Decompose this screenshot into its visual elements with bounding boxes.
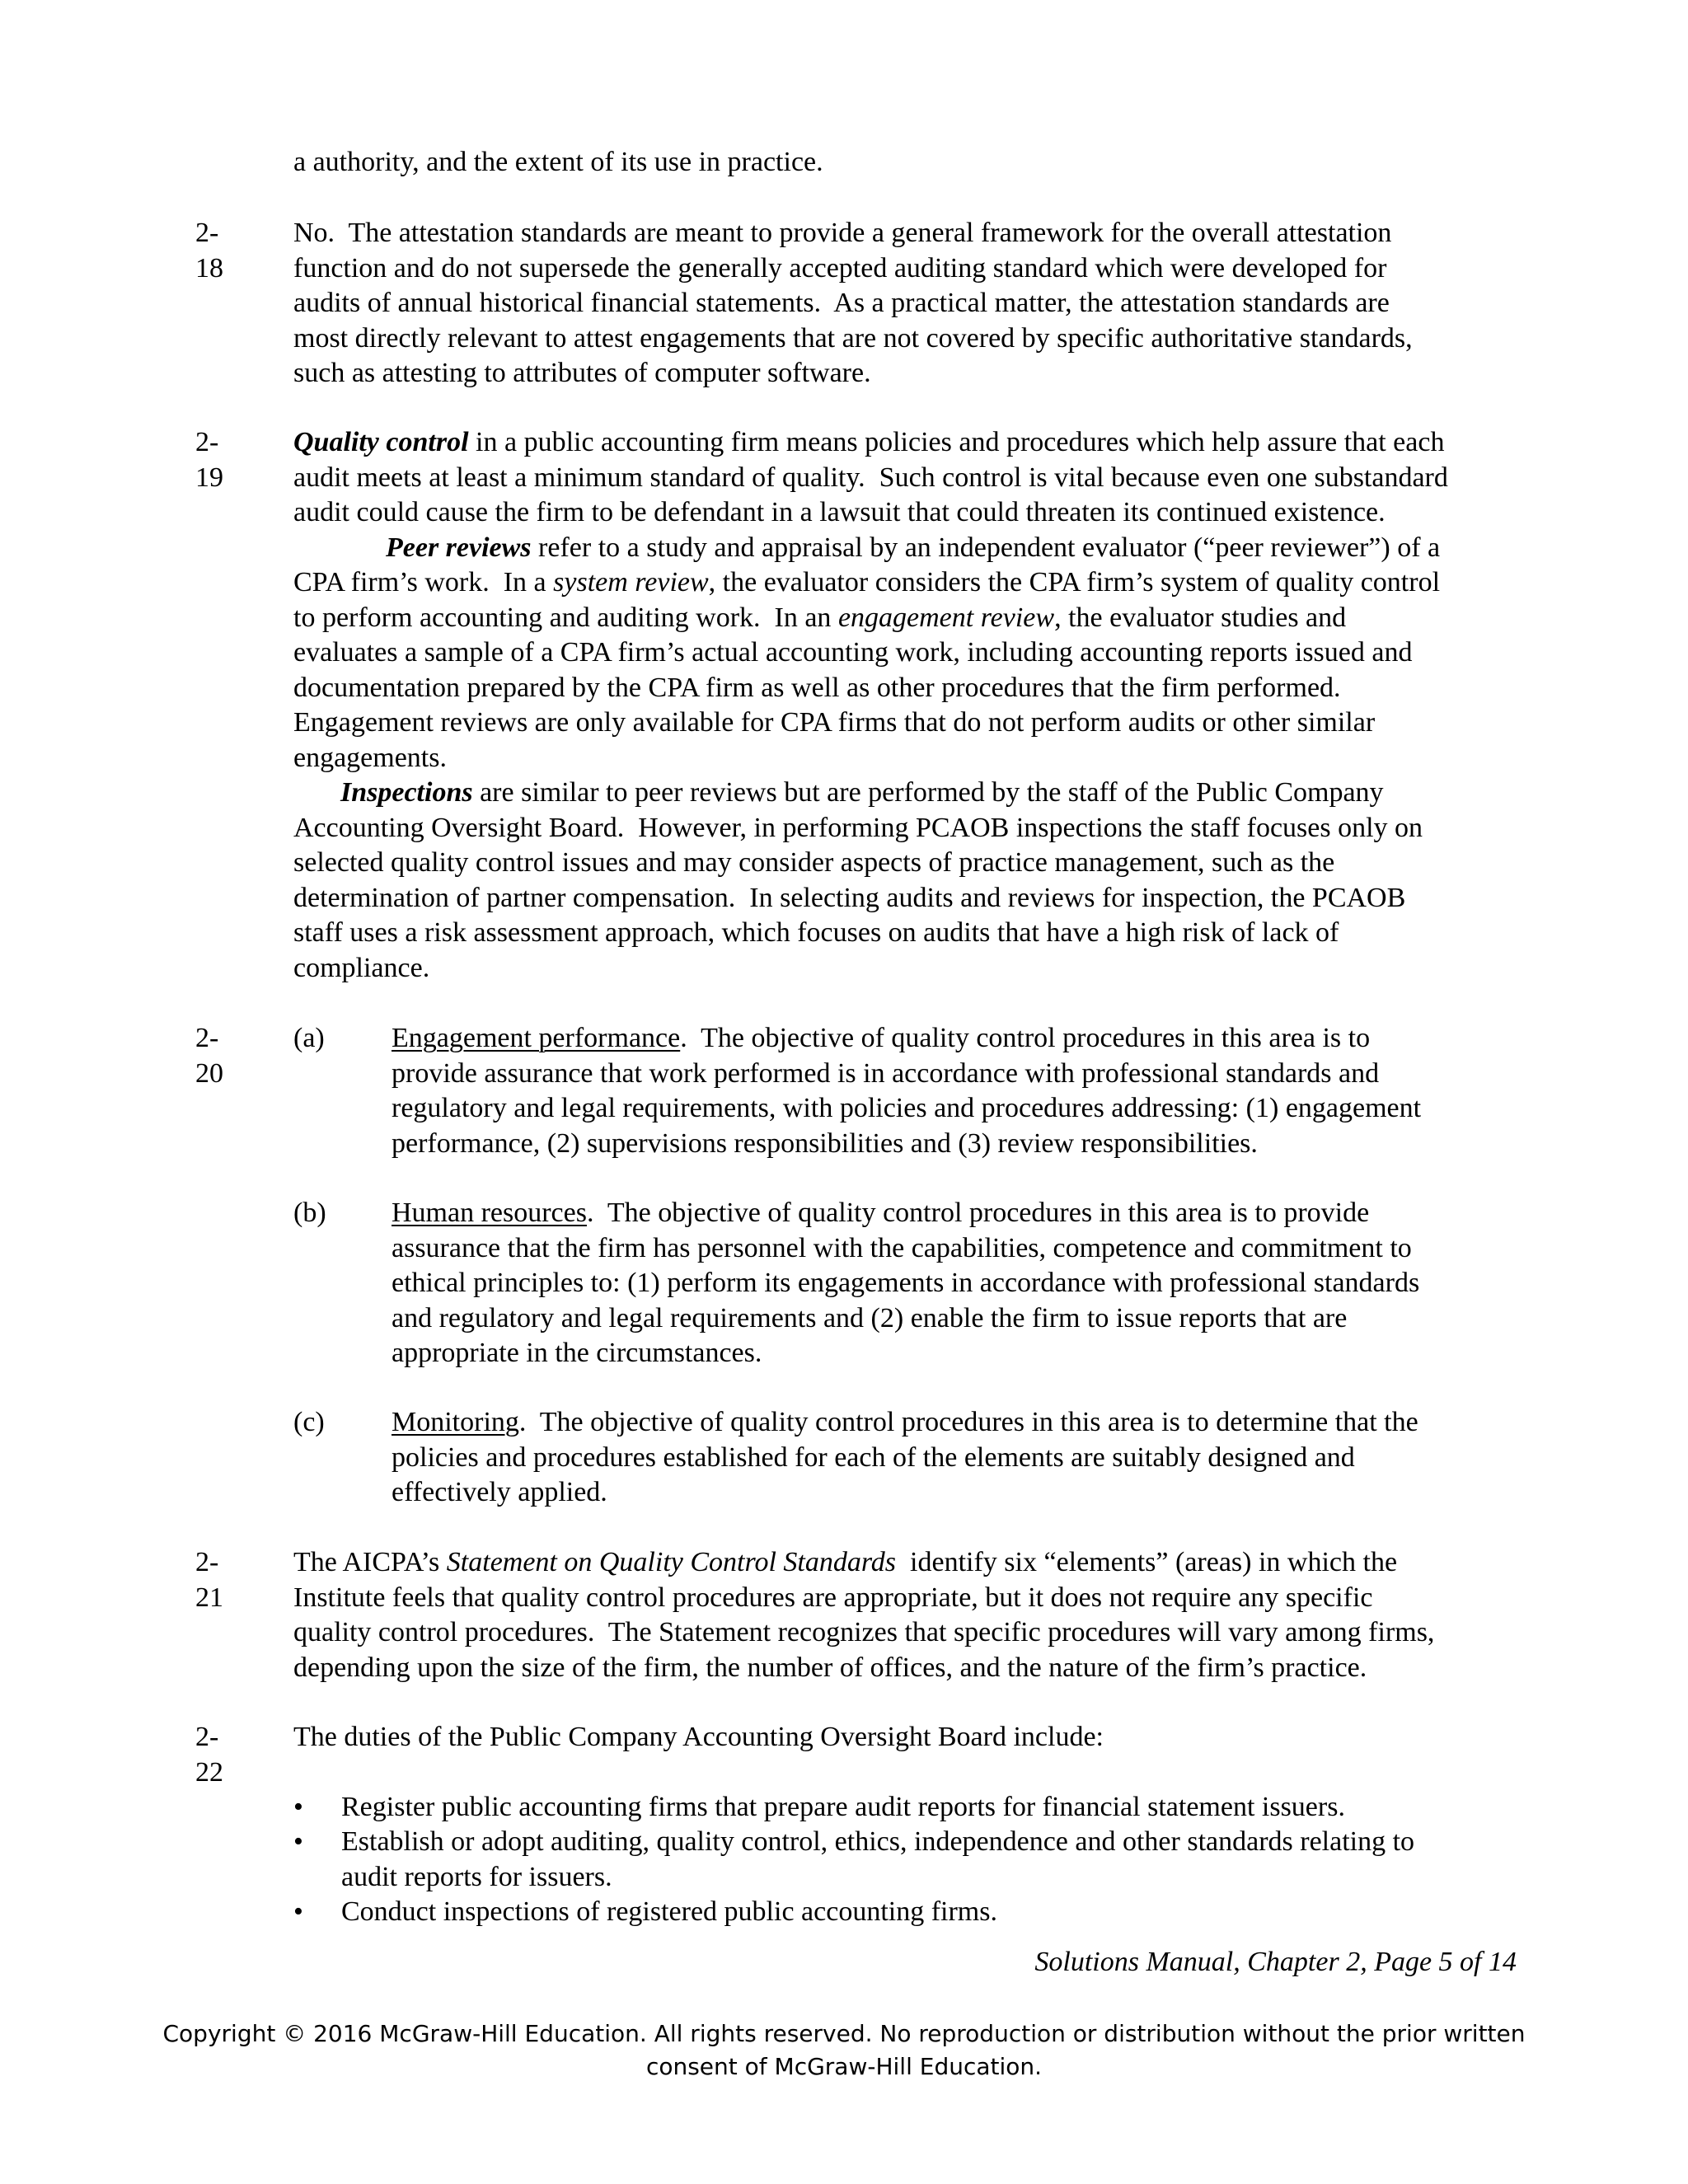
bullet-icon: • [293, 1896, 303, 1927]
sub-item-title: Engagement performance [392, 1023, 681, 1053]
sub-item-label: (b) [293, 1197, 326, 1228]
document-page: a authority, and the extent of its use in practice. 2-18 No. The attestation standards are meant to provide a general framework for the overall attestation function and do not supersede the generally accepted auditing standard which were developed for audits of annual historical financial statements. As a practical matter, the attestation standards are most directly relevant to attest engagements that are not covered by specific authoritative standards, such as attesting to attributes of computer software. 2-19 Quality control in a public accounting firm means policies and procedures which help assure that each audit meets at least a minimum standard of quality. Such control is vital because even one substandard audit could cause the firm to be defendant in a lawsuit that could threaten its continued existence. Peer reviews refer to a study and appraisal by an independent evaluator (“peer reviewer”) of a CPA firm’s work. In a system review, the evaluator considers the CPA firm’s system of quality control to perform accounting and auditing work. In an engagement review, the evaluator studies and evaluates a sample of a CPA firm’s actual accounting work, including accounting reports issued and documentation prepared by the CPA firm as well as other procedures that the firm performed. Engagement reviews are only available for CPA firms that do not perform audits or other similar engagements. Inspections are similar to peer reviews but are performed by the staff of the Public Company Accounting Oversight Board. However, in performing PCAOB inspections the staff focuses only on selected quality control issues and may consider aspects of practice management, such as the determination of partner compensation. In selecting audits and reviews for inspection, the PCAOB staff uses a risk assessment approach, which focuses on audits that have a high risk of lack of compliance. 2-20 (a) Engagement performance. The objective of quality control procedures in this area is to provide assurance that work performed is in accordance with professional standards and regulatory and legal requirements, with policies and procedures addressing: (1) engagement performance, (2) supervisions responsibilities and (3) review responsibilities. (b) Human resources. The objective of quality control procedures in this area is to provide assurance that the firm has personnel with the capabilities, competence and commitment to ethical principles to: (1) perform its engagements in accordance with professional standards and regulatory and legal requirements and (2) enable the firm to issue reports that are appropriate in the circumstances. (c) Monitoring. The objective of quality control procedures in this area is to determine that the policies and procedures established for each of the elements are suitably designed and effectively applied. 2-21 The AICPA’s Statement on Quality Control Standards identify six “elements” (areas) in which the Institute feels that quality control procedures are appropriate, but it does not require any specific quality control procedures. The Statement recognizes that specific procedures will vary among firms, depending upon the size of the firm, the number of offices, and the nature of the firm’s practice. 2-22 The duties of the Public Company Accounting Oversight Board include: • Register public accounting firms that prepare audit reports for financial statement issuers. • Establish or adopt auditing, quality control, ethics, independence and other standards relating to audit reports for issuers. • Conduct inspections of registered public accounting firms. Solutions Manual, Chapter 2, Page 5 of 14 Copyright © 2016 McGraw-Hill Education. All rights reserved. No reproduction or distribution without the prior written consent of McGraw-Hill Education. [0, 0, 1688, 2184]
term-system-review: system review [553, 567, 709, 598]
sub-item-title: Human resources [392, 1197, 587, 1228]
question-number: 2-19 [195, 427, 223, 493]
statement-title: Statement on Quality Control Standards [446, 1547, 897, 1577]
answer-text: The AICPA’s Statement on Quality Control Standards identify six “elements” (areas) in which the Institute feels that quality control procedures are appropriate, but it does not require any specific quality control procedures. The Statement recognizes that specific procedures will vary among firms, depending upon the size of the firm, the number of offices, and the nature of the firm’s practice. [293, 1547, 1435, 1683]
answer-intro: The duties of the Public Company Accounting Oversight Board include: [293, 1722, 1104, 1752]
question-number: 2-20 [195, 1023, 223, 1089]
term-quality-control: Quality control [293, 427, 469, 457]
page-reference: Solutions Manual, Chapter 2, Page 5 of 14 [1034, 1947, 1517, 1977]
term-engagement-review: engagement review [837, 602, 1055, 633]
bullet-icon: • [293, 1792, 303, 1822]
question-number: 2-21 [195, 1547, 223, 1613]
answer-text: No. The attestation standards are meant to provide a general framework for the overall attestation function and do not supersede the generally accepted auditing standard which were developed for audits of annual historical financial statements. As a practical matter, the attestation standards are most directly relevant to attest engagements that are not covered by specific authoritative standards, such as attesting to attributes of computer software. [293, 218, 1413, 388]
bullet-icon: • [293, 1826, 303, 1857]
copyright-notice: Copyright © 2016 McGraw-Hill Education. All rights reserved. No reproduction or distribution without the prior written consent of McGraw-Hill Education. [162, 2020, 1526, 2080]
answer-text: Quality control in a public accounting firm means policies and procedures which help assure that each audit meets at least a minimum standard of quality. Such control is vital because even one substandard audit could cause the firm to be defendant in a lawsuit that could threaten its continued existence. Peer reviews refer to a study and appraisal by an independent evaluator (“peer reviewer”) of a CPA firm’s work. In a system review, the evaluator considers the CPA firm’s system of quality control to perform accounting and auditing work. In an engagement review, the evaluator studies and evaluates a sample of a CPA firm’s actual accounting work, including accounting reports issued and documentation prepared by the CPA firm as well as other procedures that the firm performed. Engagement reviews are only available for CPA firms that do not perform audits or other similar engagements. Inspections are similar to peer reviews but are performed by the staff of the Public Company Accounting Oversight Board. However, in performing PCAOB inspections the staff focuses only on selected quality control issues and may consider aspects of practice management, such as the determination of partner compensation. In selecting audits and reviews for inspection, the PCAOB staff uses a risk assessment approach, which focuses on audits that have a high risk of lack of compliance. [293, 427, 1448, 983]
question-number: 2-22 [195, 1722, 223, 1788]
term-inspections: Inspections [340, 777, 473, 808]
sub-item-label: (c) [293, 1407, 325, 1437]
sub-item-title: Monitoring [392, 1407, 519, 1437]
term-peer-reviews: Peer reviews [386, 532, 532, 563]
question-number: 2-18 [195, 218, 223, 284]
intro-text: a authority, and the extent of its use in practice. [293, 147, 823, 177]
sub-item-label: (a) [293, 1023, 325, 1053]
